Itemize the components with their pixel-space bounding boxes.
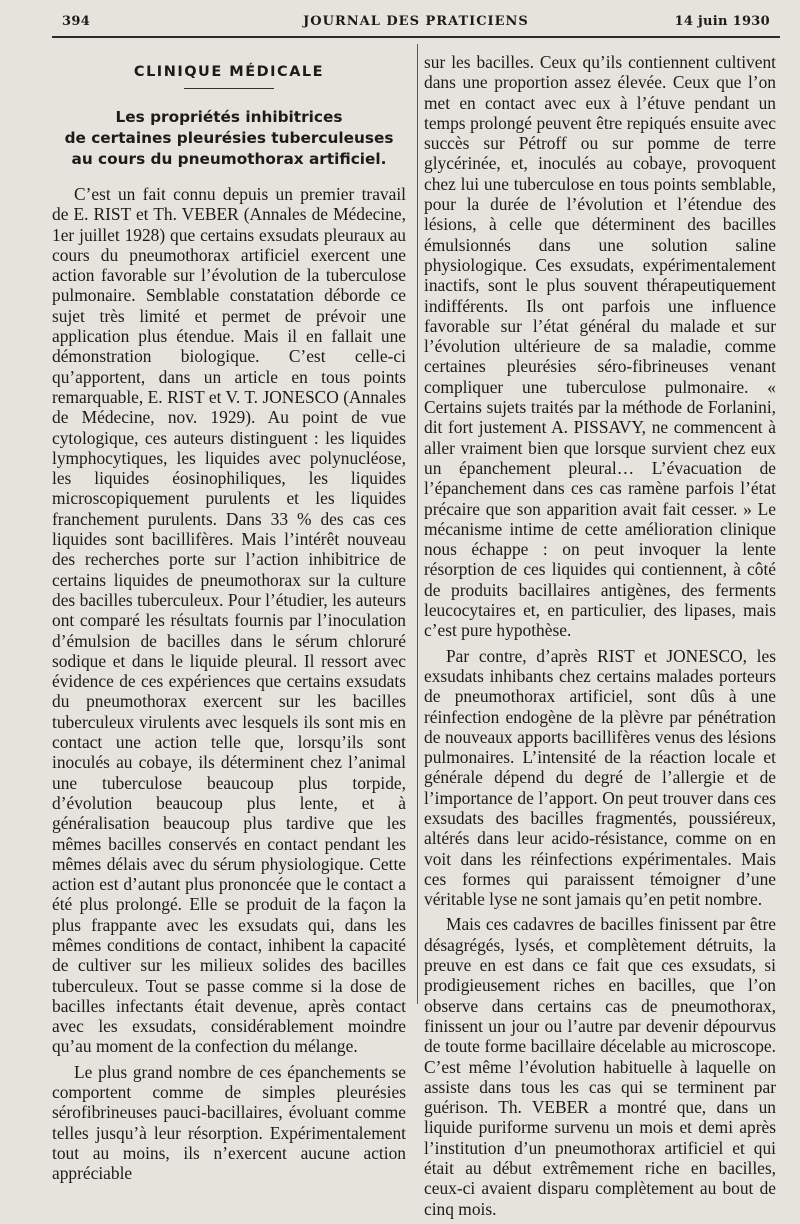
page-number: 394 — [62, 14, 91, 29]
article-title-line-2: de certaines pleurésies tuberculeuses — [64, 129, 394, 147]
paragraph: Par contre, d’après RIST et JONESCO, les exsudats inhibants chez certains malades porteurs de pneumothorax artificiel, sont dûs à une réinfection endogène de la plèvre par pénétration de nouveaux apports bacillifères venus des lésions pulmonaires. L’intensité de la réaction locale et générale dépend du degré de l’allergie et de l’importance de l’apport. On peut trouver dans ces exsudats des bacilles fragmentés, poussiéreux, altérés dans leur acido-résistance, comme on en voit dans les réinfections expérimentales. Mais ces formes qui paraissent témoigner d’une véritable lyse ne sont jamais qu’en petit nombre. — [424, 645, 776, 910]
article-title-line-3: au cours du pneumothorax artificiel. — [71, 150, 387, 168]
left-column — [52, 52, 406, 1189]
page-header — [62, 14, 770, 36]
paragraph: Mais ces cadavres de bacilles finissent par être désagrégés, lysés, et complètement détruits, la preuve en est dans ce fait que ces exsudats, si prodigieusement riches en bacilles, que l’on observe dans certains cas de pneumothorax, finissent un jour ou l’autre par devenir dépourvus de toute forme bacillaire décelable au microscope. C’est même l’évolution habituelle à laquelle on assiste dans tous les cas qui se terminent par guérison. Th. VEBER a montré que, dans un liquide puriforme survenu un mois et demi après l’institution d’un pneumothorax artificiel et qui était au début extrêmement riche en bacilles, ceux-ci avaient disparu complètement au bout de cinq mois. — [424, 914, 776, 1219]
article-title-line-1: Les propriétés inhibitrices — [115, 108, 343, 126]
column-divider — [417, 44, 418, 1004]
article-title — [52, 107, 406, 170]
paragraph: sur les bacilles. Ceux qu’ils contiennent cultivent dans une proportion assez élevée. Ceux que l’on met en contact avec eux à l’étuve pendant un temps prolongé peuvent être repiqués ensuite avec succès sur Pétroff ou sur pomme de terre glycérinée, et, inoculés au cobaye, provoquent chez lui une tuberculose en tous points semblable, pour la durée de l’évolution et l’étendue des lésions, à celle que déterminent des bacilles émulsionnés dans une solution saline physiologique. Ces exsudats, expérimentalement inactifs, sont le plus souvent thérapeutiquement indifférents. Ils ont parfois une influence favorable sur l’état général du malade et sur l’évolution ultérieure de sa maladie, comme certaines pleurésies séro-fibrineuses venant compliquer une tuberculose pulmonaire. « Certains sujets traités par la méthode de Forlanini, dit fort justement A. PISSAVY, ne commencent à aller vraiment bien que lorsque survient chez eux un épanchement pleural… L’évacuation de l’épanchement dans ces cas ramène parfois l’état précaire que son apparition avait fait cesser. » Le mécanisme intime de cette amélioration clinique nous échappe : on peut invoquer la lente résorption de ces liquides qui contiennent, à côté de produits bacillaires antigènes, des ferments leucocytaires et, en particulier, des lipases, mais c’est pure hypothèse. — [424, 52, 776, 641]
section-title: CLINIQUE MÉDICALE — [133, 64, 325, 80]
journal-title: JOURNAL DES PRATICIENS — [303, 14, 529, 29]
header-rule — [52, 36, 780, 38]
paragraph: Le plus grand nombre de ces épanchements se comportent comme de simples pleurésies sérofibrineuses pauci-bacillaires, évoluant comme telles jusqu’à leur résorption. Expérimentalement tout au moins, ils n’exercent aucune action appréciable — [52, 1061, 406, 1184]
right-column — [424, 52, 776, 1224]
issue-date: 14 juin 1930 — [674, 14, 770, 29]
section-rule — [184, 88, 274, 89]
paragraph: C’est un fait connu depuis un premier travail de E. RIST et Th. VEBER (Annales de Médecine, 1er juillet 1928) que certains exsudats pleuraux au cours du pneumothorax artificiel exercent une action favorable sur l’évolution de la tuberculose pulmonaire. Semblable constatation déborde ce sujet très limité et permet de prévoir une application plus étendue. Mais il en fallait une démonstration biologique. C’est celle-ci qu’apportent, dans un article en tous points remarquable, E. RIST et V. T. JONESCO (Annales de Médecine, nov. 1929). Au point de vue cytologique, ces auteurs distinguent : les liquides lymphocytiques, les liquides avec polynucléose, les liquides éosinophiliques, les liquides microscopiquement purulents et les liquides franchement purulents. Dans 33 % des cas ces liquides sont bacillifères. Mais l’intérêt nouveau des recherches porte sur l’action inhibitrice de certains liquides de pneumothorax sur la culture des bacilles tuberculeux. Pour l’étudier, les auteurs ont comparé les résultats fournis par l’inoculation d’émulsion de bacilles dans le sérum chloruré sodique et dans le liquide pleural. Il ressort avec évidence de ces expériences que certains exsudats du pneumothorax exercent sur les bacilles tuberculeux virulents avec lesquels ils sont mis en contact une action telle que, lorsqu’ils sont inoculés au cobaye, ils déterminent chez l’animal une tuberculose beaucoup plus torpide, d’évolution beaucoup plus lente, et à généralisation beaucoup plus tardive que les mêmes bacilles conservés en contact pendant les mêmes délais avec du sérum physiologique. Cette action est d’autant plus prononcée que le contact a été plus prolongé. Elle se produit de la façon la plus frappante avec les exsudats qui, dans les mêmes conditions de contact, inhibent la capacité de cultiver sur les milieux solides des bacilles tuberculeux. Tout se passe comme si la dose de bacilles infectants était devenue, après contact avec les exsudats, considérablement moindre qu’au moment de la confection du mélange. — [52, 184, 406, 1057]
